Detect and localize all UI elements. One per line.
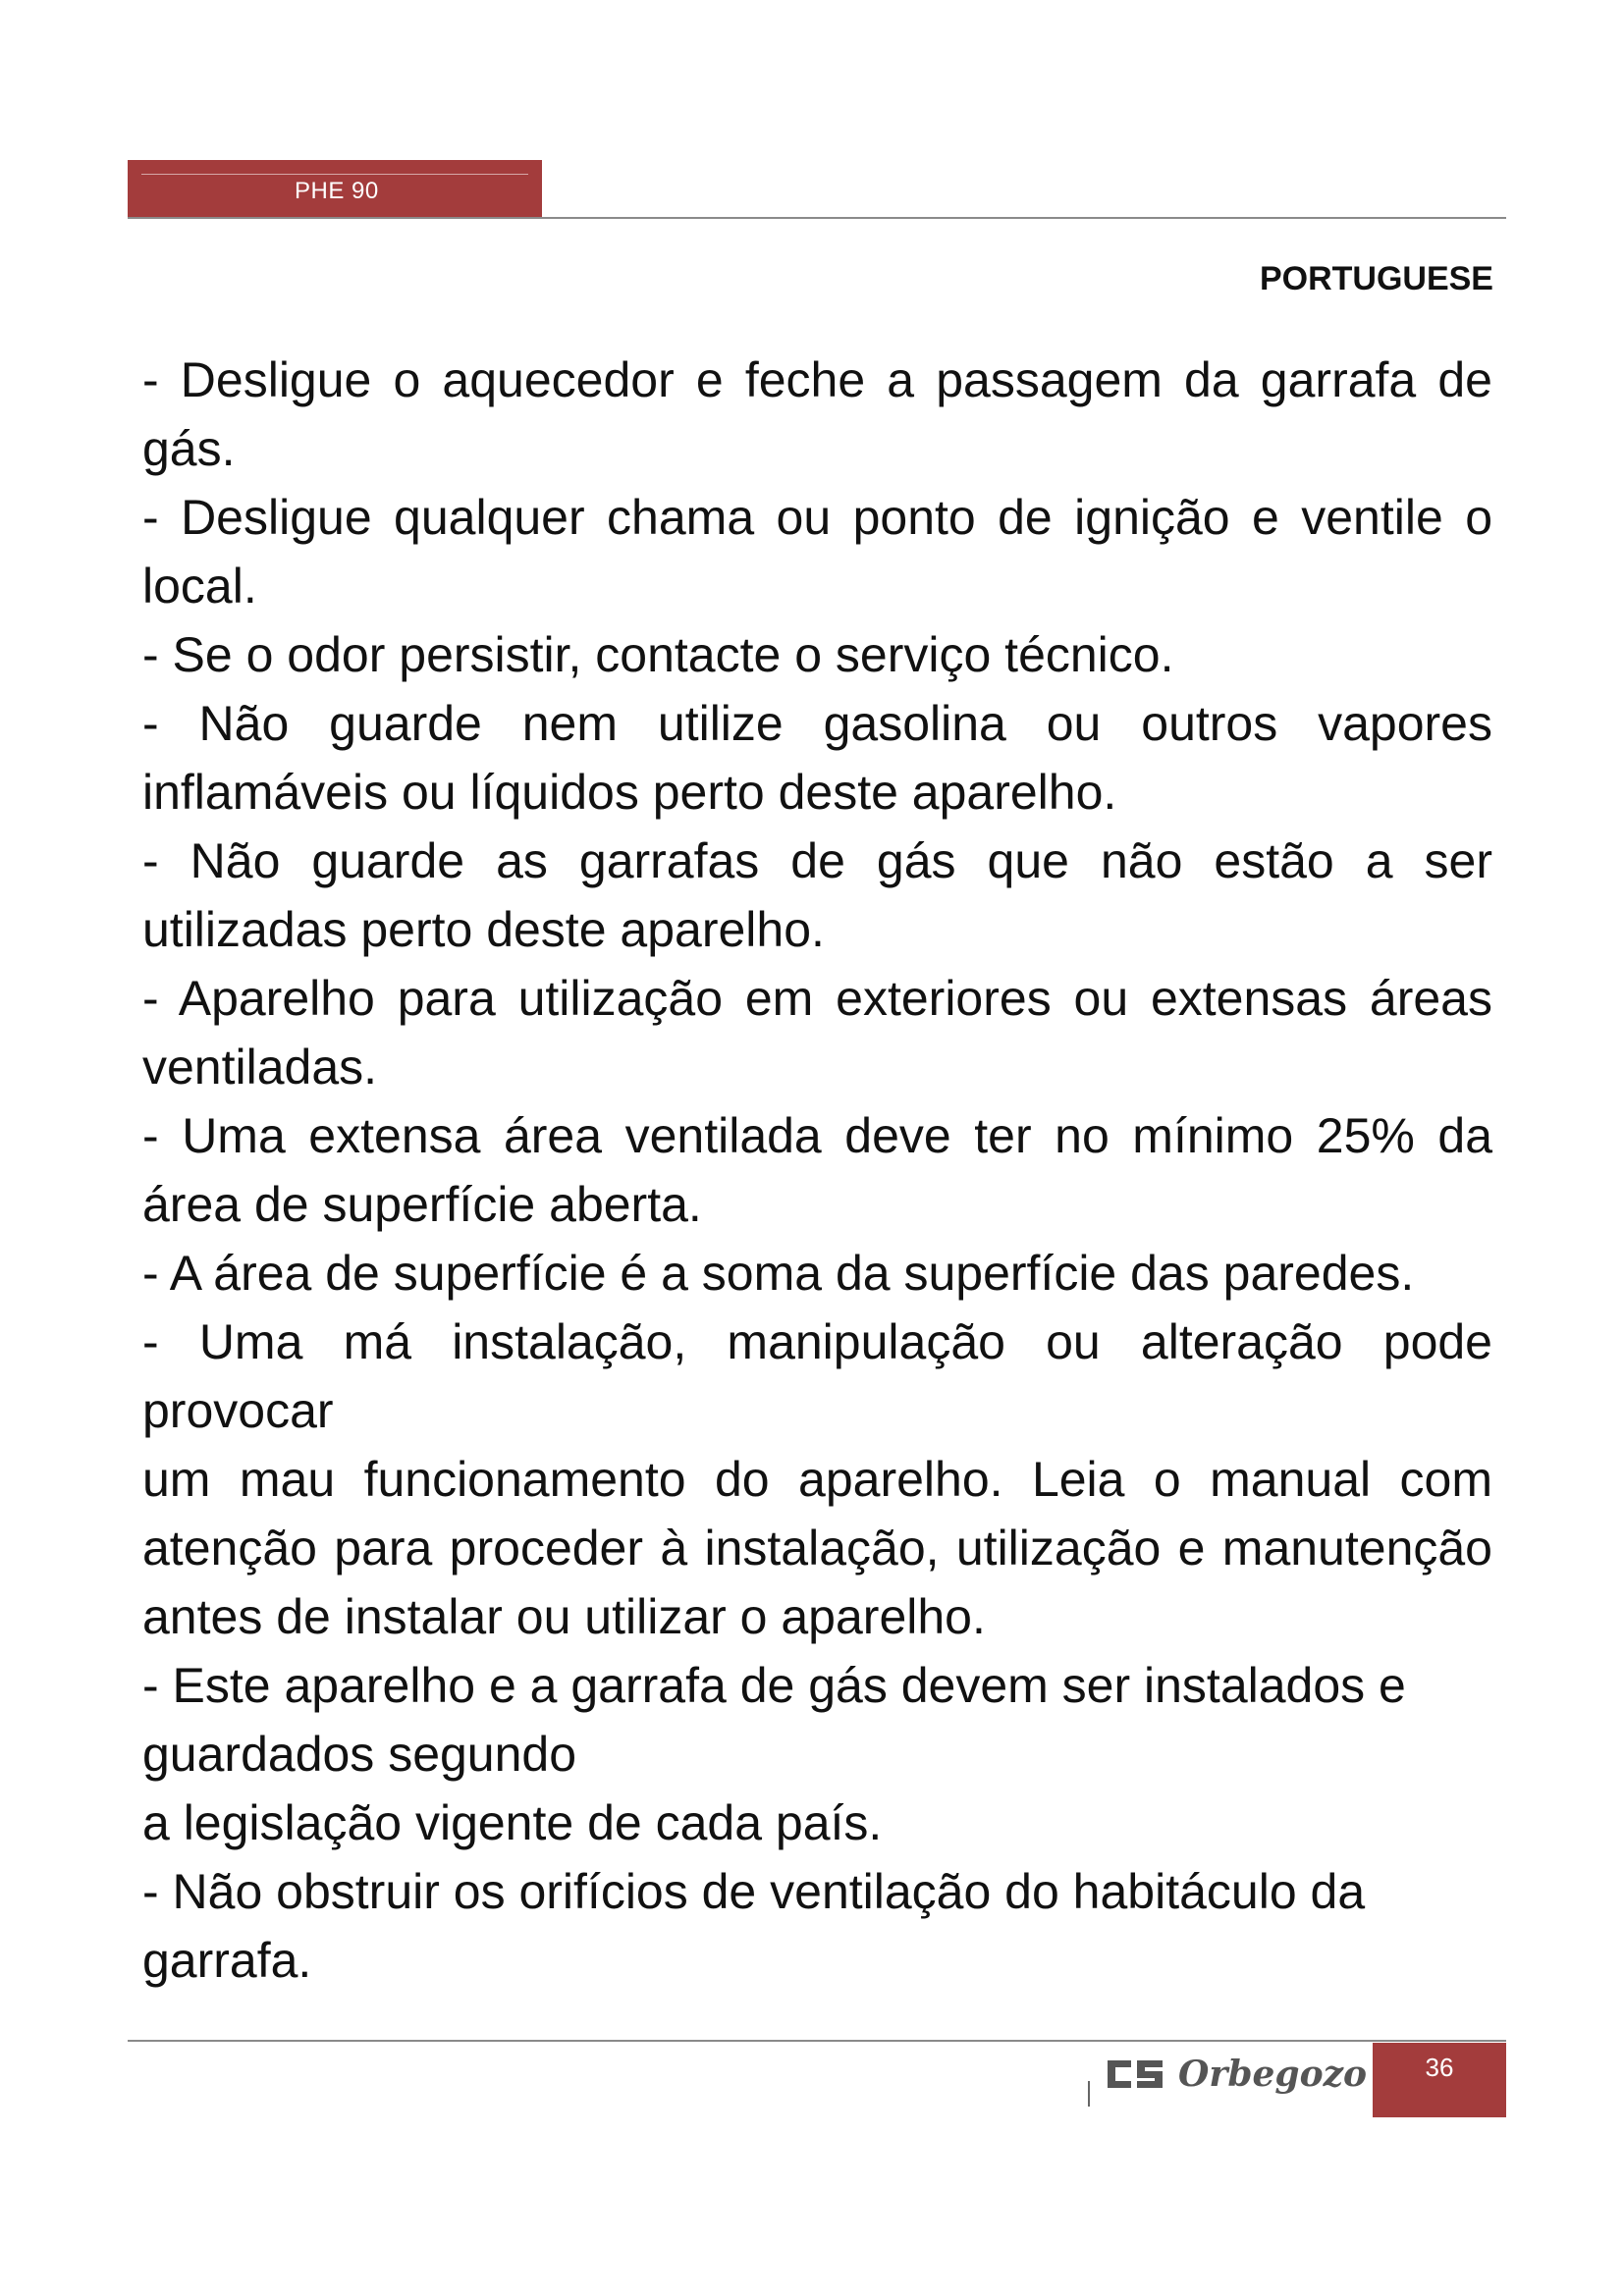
instruction-paragraph: a legislação vigente de cada país.	[142, 1795, 883, 1850]
instruction-paragraph: - Aparelho para utilização em exteriores ou extensas áreas ventiladas.	[142, 971, 1492, 1095]
instruction-paragraph: - Uma extensa área ventilada deve ter no mínimo 25% da área de superfície aberta.	[142, 1108, 1492, 1232]
instruction-paragraph: - Desligue o aquecedor e feche a passagem da garrafa de gás.	[142, 352, 1492, 476]
instruction-paragraph: um mau funcionamento do aparelho. Leia o manual com atenção para proceder à instalação, utilização e manutenção antes de instalar ou utilizar o aparelho.	[142, 1452, 1492, 1644]
orbegozo-logo-icon	[1106, 2056, 1164, 2092]
header-tab-line	[141, 174, 528, 175]
brand-logo	[1106, 2054, 1367, 2095]
model-label: PHE 90	[295, 178, 379, 204]
header-divider	[128, 217, 1506, 219]
page-number: 36	[1425, 2053, 1454, 2082]
instruction-paragraph: - Não guarde nem utilize gasolina ou outros vapores inflamáveis ou líquidos perto deste aparelho.	[142, 696, 1492, 820]
instruction-paragraph: - Desligue qualquer chama ou ponto de ignição e ventile o local.	[142, 490, 1492, 614]
footer-divider	[128, 2040, 1506, 2042]
brand-name: Orbegozo	[1178, 2054, 1368, 2095]
footer-tick	[1088, 2081, 1090, 2107]
instruction-paragraph: - Uma má instalação, manipulação ou alteração pode provocar	[142, 1314, 1492, 1438]
header-model-tab	[128, 160, 542, 217]
instruction-paragraph: - Não obstruir os orifícios de ventilação do habitáculo da garrafa.	[142, 1864, 1366, 1988]
instruction-paragraph: - Se o odor persistir, contacte o serviço técnico.	[142, 627, 1174, 682]
instruction-paragraph: - Este aparelho e a garrafa de gás devem ser instalados e guardados segundo	[142, 1658, 1406, 1782]
page-number-tab	[1373, 2043, 1506, 2117]
instruction-paragraph: - Não guarde as garrafas de gás que não estão a ser utilizadas perto deste aparelho.	[142, 833, 1492, 957]
language-label: PORTUGUESE	[1259, 260, 1493, 297]
safety-instructions	[142, 346, 1492, 1995]
instruction-paragraph: - A área de superfície é a soma da superfície das paredes.	[142, 1246, 1415, 1301]
